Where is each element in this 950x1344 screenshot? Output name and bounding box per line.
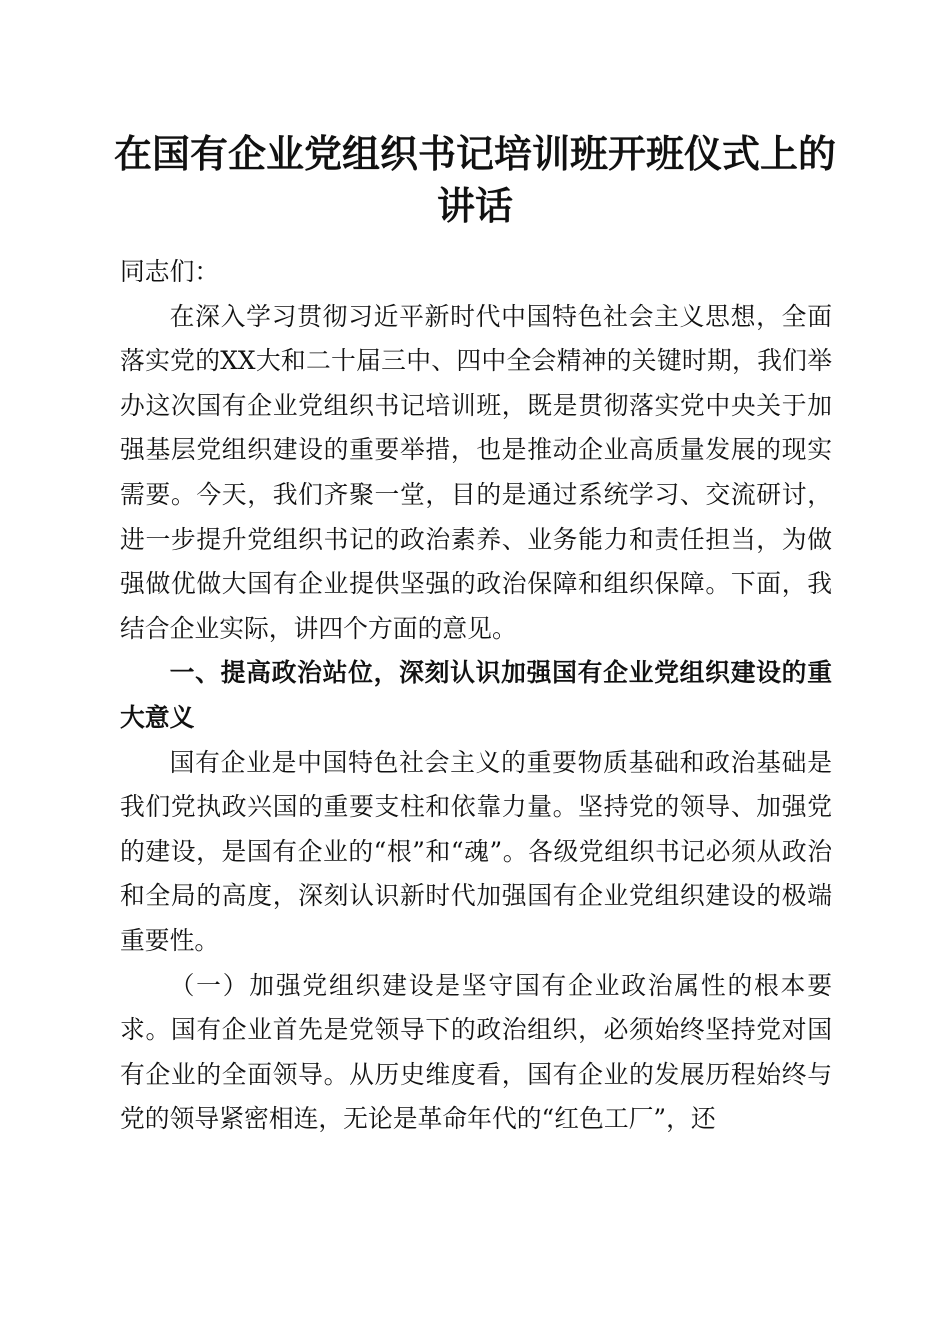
section-1-paragraph: 国有企业是中国特色社会主义的重要物质基础和政治基础是我们党执政兴国的重要支柱和依靠力量。坚持党的领导、加强党的建设，是国有企业的“根”和“魂”。各级党组织书记必须从政治和全局的高度，深刻认识新时代加强国有企业党组织建设的极端重要性。	[120, 747, 832, 955]
document-title: 在国有企业党组织书记培训班开班仪式上的讲话	[113, 131, 836, 228]
subsection-1-paragraph: （一）加强党组织建设是坚守国有企业政治属性的根本要求。国有企业首先是党领导下的政治组织，必须始终坚持党对国有企业的全面领导。从历史维度看，国有企业的发展历程始终与党的领导紧密相连，无论是革命年代的“红色工厂”，还	[120, 970, 832, 1134]
document-body	[120, 250, 832, 1142]
intro-paragraph: 在深入学习贯彻习近平新时代中国特色社会主义思想，全面落实党的XX大和二十届三中、四中全会精神的关键时期，我们举办这次国有企业党组织书记培训班，既是贯彻落实党中央关于加强基层党组织建设的重要举措，也是推动企业高质量发展的现实需要。今天，我们齐聚一堂，目的是通过系统学习、交流研讨，进一步提升党组织书记的政治素养、业务能力和责任担当，为做强做优做大国有企业提供坚强的政治保障和组织保障。下面，我结合企业实际，讲四个方面的意见。	[120, 301, 832, 643]
salutation: 同志们：	[120, 257, 220, 286]
section-heading-1: 一、提高政治站位，深刻认识加强国有企业党组织建设的重大意义	[120, 658, 832, 732]
